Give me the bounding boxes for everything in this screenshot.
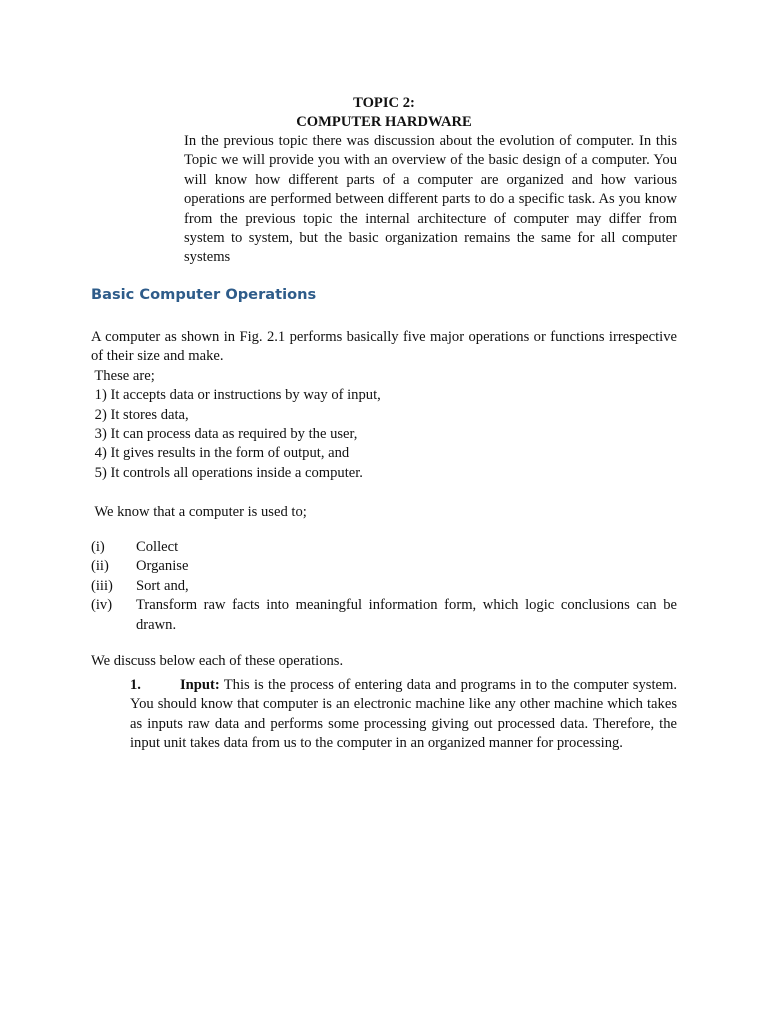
operation-item-3: 3) It can process data as required by the user, [91, 426, 358, 443]
list-item-text: Sort and, [136, 577, 189, 594]
list-item-text: Collect [136, 539, 179, 555]
list-item [91, 596, 677, 635]
operations-block [91, 328, 677, 483]
uses-list [91, 538, 677, 635]
input-title: Input: [180, 677, 220, 693]
used-to-label: We know that a computer is used to; [91, 504, 307, 520]
operation-item-1: 1) It accepts data or instructions by way of input, [91, 387, 381, 404]
list-item-number: (iii) [91, 577, 113, 594]
list-item [91, 577, 677, 596]
list-item-number: (i) [91, 539, 105, 555]
topic-title: COMPUTER HARDWARE [296, 114, 472, 130]
section-heading: Basic Computer Operations [91, 286, 317, 303]
operation-item-4: 4) It gives results in the form of output, and [91, 445, 350, 462]
list-item-number: (ii) [91, 558, 109, 575]
topic-number: TOPIC 2: [353, 95, 415, 111]
input-number: 1. [130, 677, 141, 693]
operation-item-5: 5) It controls all operations inside a computer. [91, 464, 363, 481]
input-text: This is the process of entering data and programs in to the computer system. You should know that computer is an electronic machine like any other machine which takes as inputs raw data and performs some processing giving out processed data. Therefore, the input unit takes data from us to the computer in an organized manner for processing. [130, 677, 677, 752]
operations-lead: A computer as shown in Fig. 2.1 performs basically five major operations or functions irrespective of their size and make. [91, 329, 677, 365]
intro-paragraph: In the previous topic there was discussion about the evolution of computer. In this Topic we will provide you with an overview of the basic design of a computer. You will know how different parts of a computer are organized and how various operations are performed between different parts to do a specific task. As you know from the previous topic the internal architecture of computer may differ from system to system, but the basic organization remains the same for all computer systems [184, 133, 677, 266]
list-item-text: Transform raw facts into meaningful information form, which logic conclusions can be drawn. [136, 597, 677, 633]
list-item-text: Organise [136, 558, 189, 575]
list-item-number: (iv) [91, 597, 113, 614]
these-are-label: These are; [91, 367, 155, 384]
input-paragraph [130, 676, 677, 754]
list-item [91, 557, 677, 576]
operation-item-2: 2) It stores data, [91, 406, 189, 423]
discuss-paragraph: We discuss below each of these operations. [91, 653, 344, 669]
list-item [91, 538, 677, 557]
